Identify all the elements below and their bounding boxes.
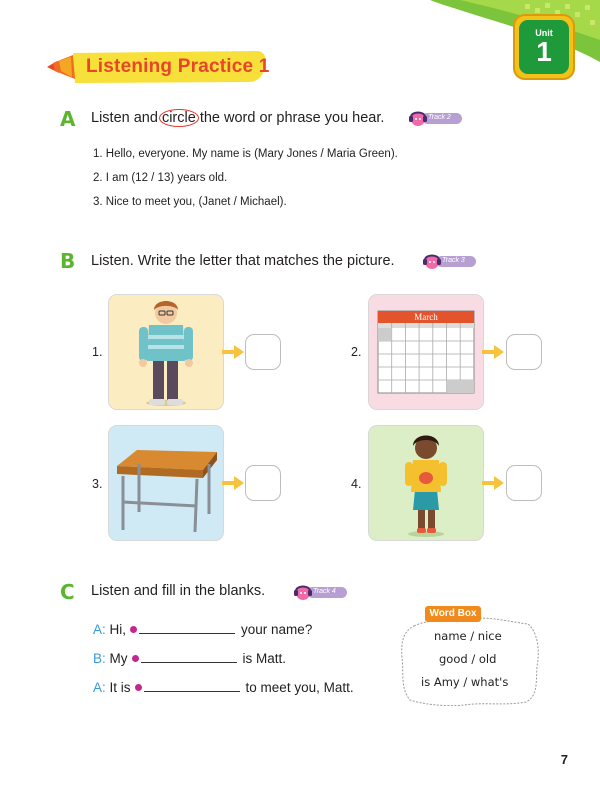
picture-number: 2.	[351, 345, 362, 359]
blank-marker-icon	[130, 626, 137, 633]
answer-box[interactable]	[245, 334, 281, 370]
track-label: Track 2	[428, 114, 451, 121]
picture-boy	[108, 294, 224, 410]
headphones-icon	[422, 252, 442, 270]
page-title: Listening Practice 1	[86, 56, 270, 77]
headphones-icon	[408, 109, 428, 127]
track-label: Track 4	[313, 588, 336, 595]
answer-box[interactable]	[506, 465, 542, 501]
picture-number: 4.	[351, 477, 362, 491]
section-a-instruction	[91, 110, 384, 126]
desk-icon	[109, 426, 223, 540]
word-box-label: Word Box	[425, 606, 481, 622]
section-b-instruction: Listen. Write the letter that matches the picture.	[91, 253, 395, 269]
dialog-line	[93, 679, 354, 695]
instruction-text: Listen and	[91, 110, 158, 126]
section-b-letter: B	[60, 249, 76, 273]
calendar-month: March	[414, 312, 438, 322]
dialog-text: Hi,	[109, 622, 127, 637]
picture-calendar	[368, 294, 484, 410]
speaker-label: B:	[93, 651, 106, 666]
unit-number: 1	[536, 36, 552, 67]
instruction-text: the word or phrase you hear.	[199, 110, 385, 126]
section-a-letter: A	[60, 107, 76, 131]
dialog-text: your name?	[241, 622, 313, 637]
dialog-line	[93, 650, 286, 666]
page-number: 7	[560, 752, 568, 767]
dialog-text: to meet you, Matt.	[245, 680, 354, 695]
unit-badge	[513, 14, 575, 80]
unit-label: Unit	[535, 28, 553, 38]
headphones-icon	[293, 583, 313, 601]
picture-number: 3.	[92, 477, 103, 491]
speaker-label: A:	[93, 622, 106, 637]
section-c-instruction: Listen and fill in the blanks.	[91, 583, 266, 599]
boy-icon	[109, 295, 223, 409]
picture-desk	[108, 425, 224, 541]
blank-marker-icon	[132, 655, 139, 662]
circled-word: circle	[159, 109, 199, 127]
answer-box[interactable]	[506, 334, 542, 370]
dialog-text: is Matt.	[242, 651, 287, 666]
track-2-badge[interactable]	[408, 109, 468, 127]
girl-icon	[369, 426, 483, 540]
arrow-icon	[482, 476, 504, 490]
arrow-icon	[482, 345, 504, 359]
track-4-badge[interactable]	[293, 583, 353, 601]
arrow-icon	[222, 345, 244, 359]
blank-marker-icon	[135, 684, 142, 691]
speaker-label: A:	[93, 680, 106, 695]
picture-number: 1.	[92, 345, 103, 359]
track-label: Track 3	[442, 257, 465, 264]
blank-input[interactable]	[141, 650, 237, 663]
picture-girl	[368, 425, 484, 541]
list-item: 2. I am (12 / 13) years old.	[93, 172, 228, 184]
track-3-badge[interactable]	[422, 252, 482, 270]
list-item: 3. Nice to meet you, (Janet / Michael).	[93, 196, 287, 208]
dialog-text: It is	[109, 680, 131, 695]
word-box-item: is Amy / what's	[421, 675, 509, 689]
word-box-item: name / nice	[434, 629, 502, 643]
blank-input[interactable]	[139, 621, 235, 634]
dialog-text: My	[109, 651, 128, 666]
dialog-line	[93, 621, 312, 637]
arrow-icon	[222, 476, 244, 490]
list-item: 1. Hello, everyone. My name is (Mary Jones / Maria Green).	[93, 148, 398, 160]
word-box-item: good / old	[439, 652, 497, 666]
section-c-letter: C	[60, 580, 75, 604]
answer-box[interactable]	[245, 465, 281, 501]
blank-input[interactable]	[144, 679, 240, 692]
